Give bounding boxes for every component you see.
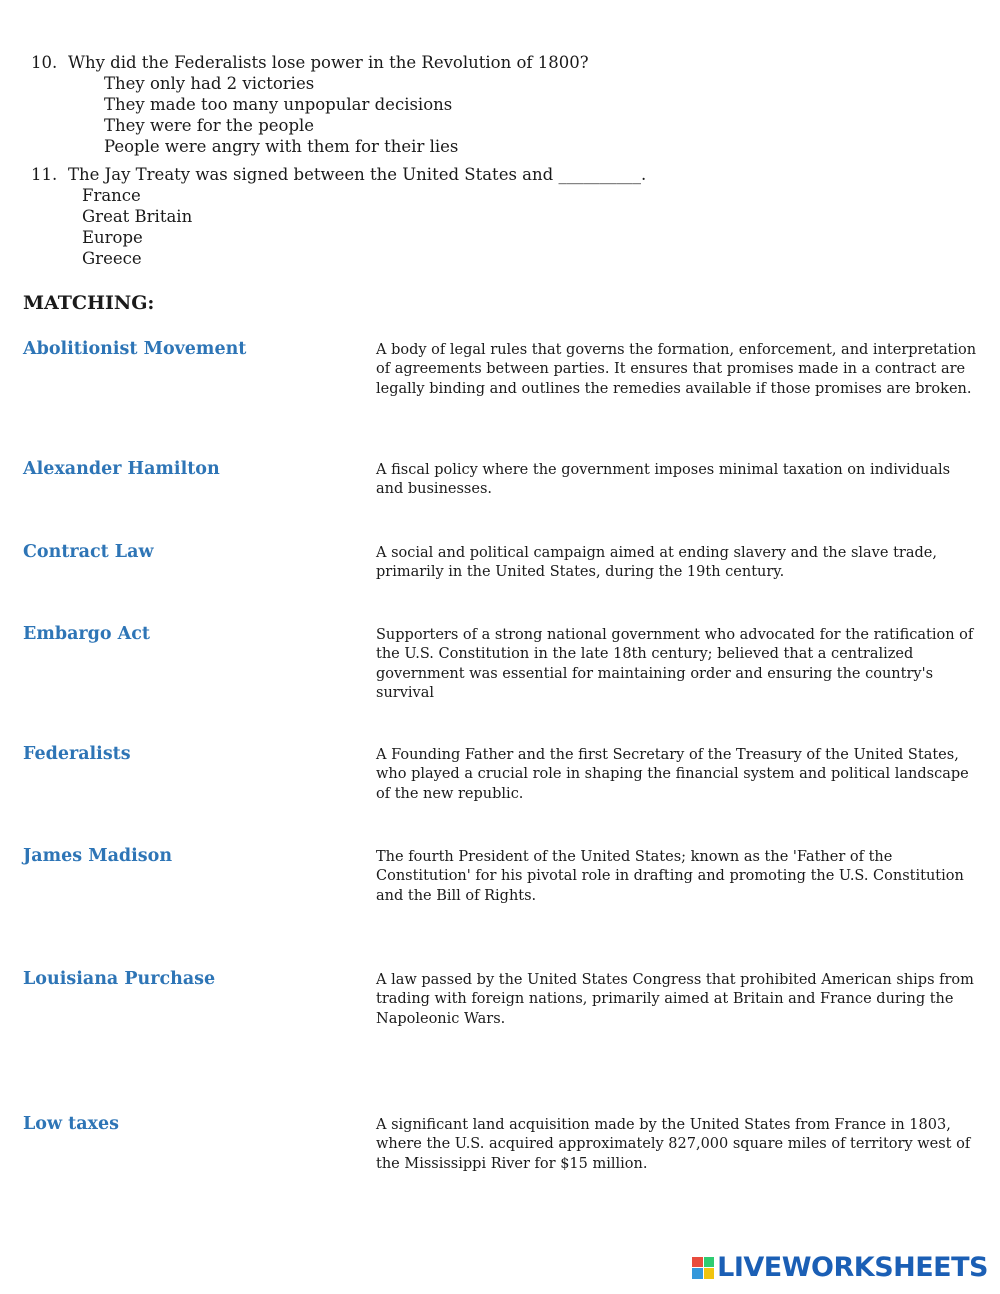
matching-definition[interactable]: A law passed by the United States Congress that prohibited American ships from trading with foreign nations, primarily aimed at Britain and France during the Napoleonic Wars. [376, 972, 974, 1027]
answer-option[interactable]: Greece [82, 249, 142, 268]
matching-definition[interactable]: A body of legal rules that governs the formation, enforcement, and interpretation of agreements between parties. It ensures that promises made in a contract are legally binding and outlines the remedies available if those promises are broken. [376, 342, 977, 397]
matching-term[interactable]: Contract Law [23, 542, 154, 562]
matching-term[interactable]: Louisiana Purchase [23, 969, 216, 989]
matching-heading: MATCHING: [23, 292, 155, 314]
logo-text: LIVEWORKSHEETS [717, 1252, 988, 1283]
question-number: 10. [31, 53, 58, 72]
answer-option[interactable]: France [82, 186, 141, 205]
question-number: 11. [31, 165, 58, 184]
answer-option[interactable]: They only had 2 victories [104, 74, 315, 93]
question-10 [31, 52, 589, 73]
answer-option[interactable]: People were angry with them for their lies [104, 137, 459, 156]
liveworksheets-logo-icon [692, 1257, 714, 1279]
matching-definition[interactable]: The fourth President of the United States; known as the 'Father of the Constitution' for his pivotal role in drafting and promoting the U.S. Constitution and the Bill of Rights. [376, 849, 964, 904]
matching-definition[interactable]: A Founding Father and the first Secretary of the Treasury of the United States, who played a crucial role in shaping the financial system and political landscape of the new republic. [376, 747, 969, 802]
matching-term[interactable]: Abolitionist Movement [23, 339, 247, 359]
matching-term[interactable]: Low taxes [23, 1114, 119, 1134]
question-text: The Jay Treaty was signed between the United States and __________. [68, 165, 647, 184]
liveworksheets-logo [692, 1252, 988, 1283]
matching-definition[interactable]: A fiscal policy where the government imposes minimal taxation on individuals and businesses. [376, 462, 951, 498]
question-11 [31, 164, 646, 185]
matching-definition[interactable]: A social and political campaign aimed at ending slavery and the slave trade, primarily in the United States, during the 19th century. [376, 545, 937, 581]
answer-option[interactable]: They made too many unpopular decisions [104, 95, 453, 114]
answer-option[interactable]: Great Britain [82, 207, 193, 226]
answer-option[interactable]: They were for the people [104, 116, 315, 135]
matching-term[interactable]: Federalists [23, 744, 131, 764]
matching-term[interactable]: Embargo Act [23, 624, 150, 644]
answer-option[interactable]: Europe [82, 228, 143, 247]
question-text: Why did the Federalists lose power in the Revolution of 1800? [68, 53, 589, 72]
matching-definition[interactable]: Supporters of a strong national government who advocated for the ratification of the U.S. Constitution in the late 18th century; believed that a centralized government was essential for maintaining order and ensuring the country's survival [376, 627, 974, 701]
matching-definition[interactable]: A significant land acquisition made by the United States from France in 1803, where the U.S. acquired approximately 827,000 square miles of territory west of the Mississippi River for $15 million. [376, 1117, 971, 1172]
matching-term[interactable]: James Madison [23, 846, 173, 866]
matching-term[interactable]: Alexander Hamilton [23, 459, 220, 479]
